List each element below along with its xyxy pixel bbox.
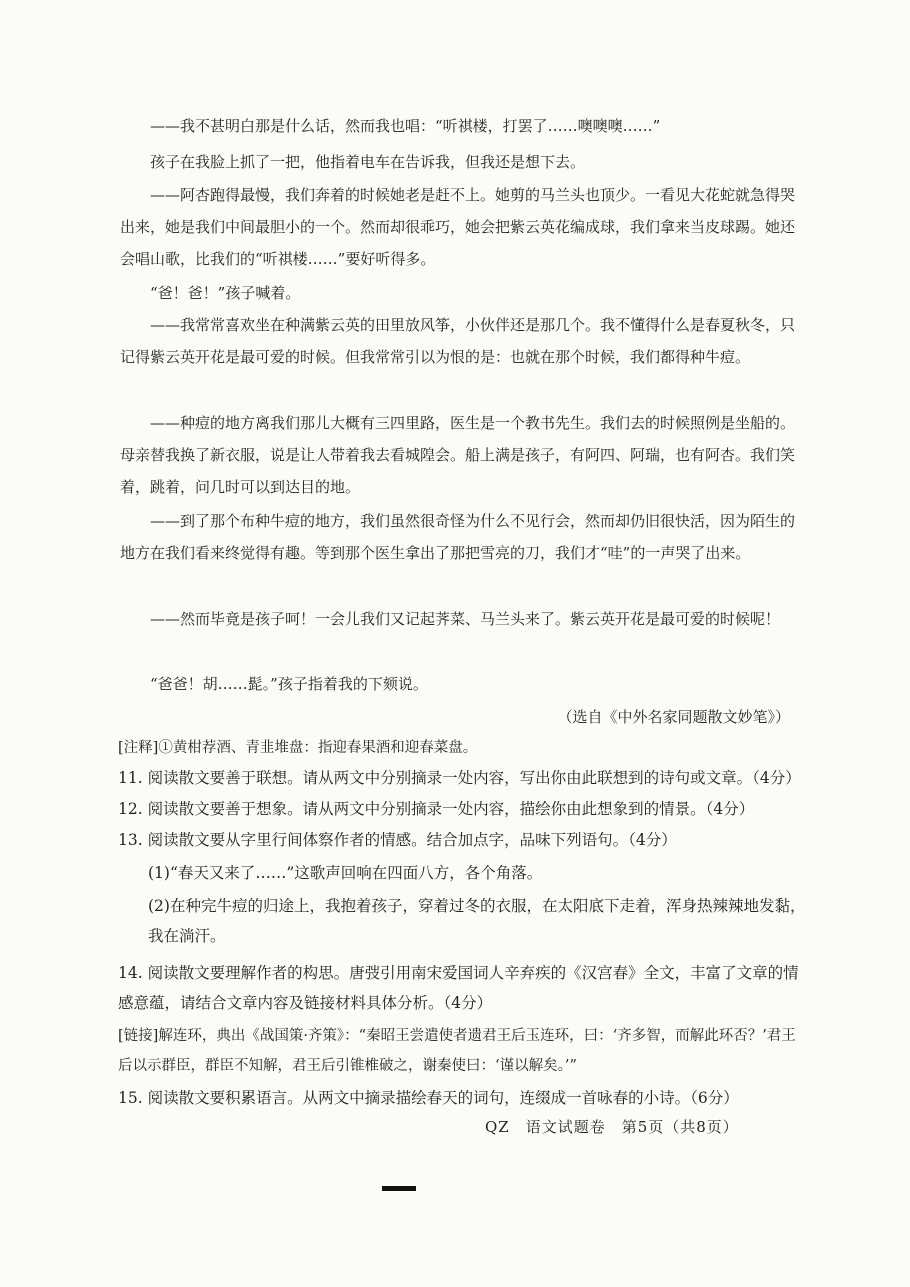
paragraph-3: ——阿杏跑得最慢，我们奔着的时候她老是赶不上。她剪的马兰头也顶少。一看见大花蛇就急得哭出来，她是我们中间最胆小的一个。然而却很乖巧，她会把紫云英花编成球，我们拿来当皮球踢。她还会唱山歌，比我们的“听祺楼……”要好听得多。 bbox=[120, 186, 796, 268]
link-material: [链接]解连环，典出《战国策·齐策》：“秦昭王尝遣使者遗君王后玉连环，曰：‘齐多智，而解此环否？’君王后以示群臣，群臣不知解，君王后引锥椎破之，谢秦使曰：‘谨以解矣。’” bbox=[118, 1028, 796, 1074]
paragraph-7: ——到了那个布种牛痘的地方，我们虽然很奇怪为什么不见行会，然而却仍旧很快活，因为陌生的地方在我们看来终觉得有趣。等到那个医生拿出了那把雪亮的刀，我们才“哇”的一声哭了出来。 bbox=[120, 512, 796, 562]
paragraph-2: 孩子在我脸上抓了一把，他指着电车在告诉我，但我还是想下去。 bbox=[150, 153, 586, 171]
paragraph-4: “爸！爸！”孩子喊着。 bbox=[150, 284, 301, 302]
source-citation: （选自《中外名家同题散文妙笔》） bbox=[557, 708, 790, 726]
paragraph-1: ——我不甚明白那是什么话，然而我也唱：“听祺楼，打罢了……噢噢噢……” bbox=[150, 117, 661, 135]
question-13-part-2: (2)在种完牛痘的归途上，我抱着孩子，穿着过冬的衣服，在太阳底下走着，浑身热辣辣地发黏，我在淌汗。 bbox=[148, 897, 806, 945]
paragraph-5: ——我常常喜欢坐在种满紫云英的田里放风筝，小伙伴还是那几个。我不懂得什么是春夏秋冬，只记得紫云英开花是最可爱的时候。但我常常引以为恨的是：也就在那个时候，我们都得种牛痘。 bbox=[120, 316, 796, 366]
question-13-part-1: (1)“春天又来了……”这歌声回响在四面八方，各个角落。 bbox=[148, 864, 543, 882]
question-12: 12. 阅读散文要善于想象。请从两文中分别摘录一处内容，描绘你由此想象到的情景。（4分） bbox=[118, 800, 755, 818]
paragraph-6: ——种痘的地方离我们那儿大概有三四里路，医生是一个教书先生。我们去的时候照例是坐船的。母亲替我换了新衣服，说是让人带着我去看城隍会。船上满是孩子，有阿四、阿瑞，也有阿杏。我们笑着，跳着，问几时可以到达目的地。 bbox=[120, 414, 796, 496]
annotation-note: [注释]①黄柑荐酒、青韭堆盘：指迎春果酒和迎春菜盘。 bbox=[118, 740, 478, 756]
paragraph-9: “爸爸！胡……髭。”孩子指着我的下颏说。 bbox=[150, 675, 428, 693]
question-14: 14. 阅读散文要理解作者的构思。唐弢引用南宋爱国词人辛弃疾的《汉宫春》全文，丰富了文章的情感意蕴，请结合文章内容及链接材料具体分析。（4分） bbox=[118, 964, 799, 1012]
question-15: 15. 阅读散文要积累语言。从两文中摘录描绘春天的词句，连缀成一首咏春的小诗。（6分） bbox=[118, 1089, 739, 1107]
page-footer: QZ 语文试题卷 第5页（共8页） bbox=[485, 1118, 739, 1136]
question-13: 13. 阅读散文要从字里行间体察作者的情感。结合加点字，品味下列语句。（4分） bbox=[118, 831, 677, 849]
paragraph-8: ——然而毕竟是孩子呵！一会儿我们又记起荠菜、马兰头来了。紫云英开花是最可爱的时候呢！ bbox=[150, 610, 781, 628]
question-11: 11. 阅读散文要善于联想。请从两文中分别摘录一处内容，写出你由此联想到的诗句或文章。（4分） bbox=[118, 769, 801, 787]
bottom-bar-mark bbox=[382, 1186, 416, 1191]
